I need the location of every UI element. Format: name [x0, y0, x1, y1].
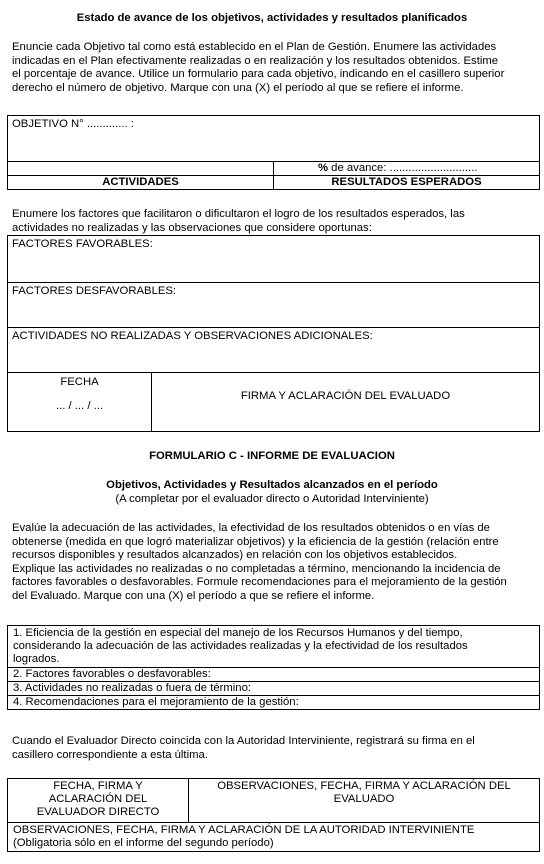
box-label: EVALUADO	[333, 793, 395, 805]
instruction-line: Explique las actividades no realizadas o no completadas a término, mencionando la incidencia de	[12, 562, 501, 575]
progress-field[interactable]	[274, 162, 540, 176]
box-label: OBSERVACIONES, FECHA, FIRMA Y ACLARACIÓN DE LA AUTORIDAD INTERVINIENTE	[13, 824, 475, 836]
additional-observations-label: ACTIVIDADES NO REALIZADAS Y OBSERVACIONES ADICIONALES:	[12, 330, 373, 342]
box-label: ACLARACIÓN DEL	[48, 793, 148, 805]
instruction-line: Enuncie cada Objetivo tal como está establecido en el Plan de Gestión. Enumere las actividades	[12, 41, 497, 53]
objective-number-field[interactable]	[8, 116, 540, 162]
item-text: 1. Eficiencia de la gestión en especial del manejo de los Recursos Humanos y del tiempo,	[13, 627, 463, 639]
factors-instructions	[12, 208, 540, 235]
instruction-line: indicadas en el Plan efectivamente realizadas o en realización y los resultados obtenidos. Estime	[12, 54, 499, 67]
additional-observations-field[interactable]	[8, 328, 540, 373]
evaluation-items-table	[7, 625, 540, 710]
box-label: FECHA, FIRMA Y	[53, 780, 143, 792]
objective-table	[7, 115, 540, 190]
box-label: EVALUADOR DIRECTO	[36, 806, 160, 818]
instruction-line: obtenerse (medida en que logró materializar objetivos) y la eficiencia de la gestión (relación entre	[12, 535, 499, 548]
objective-label: OBJETIVO N° ............. :	[12, 118, 134, 130]
item-text: logrados.	[13, 653, 60, 665]
item-text: 4. Recomendaciones para el mejoramiento de la gestión:	[13, 696, 299, 708]
item-text: considerando la adecuación de las actividades realizadas y la efectividad de los resultados	[13, 640, 468, 652]
progress-spacer	[8, 162, 274, 176]
favorable-factors-field[interactable]	[8, 236, 540, 283]
instruction-line: Enumere los factores que facilitaron o dificultaron el logro de los resultados esperados, las	[12, 208, 465, 220]
box-label: OBSERVACIONES, FECHA, FIRMA Y ACLARACIÓN DEL	[217, 780, 511, 792]
objectives-instructions	[12, 41, 540, 95]
section-title: Estado de avance de los objetivos, actividades y resultados planificados	[76, 12, 468, 24]
instruction-line: el porcentaje de avance. Utilice un formulario para cada objetivo, indicando en el casillero superior	[12, 68, 505, 81]
form-c-subtitle-note: (A completar por el evaluador directo o Autoridad Interviniente)	[115, 493, 429, 505]
instruction-line: Evalúe la adecuación de las actividades, la efectividad de los resultados obtenidos o en vías de	[12, 522, 490, 534]
evaluated-signature-field[interactable]	[152, 373, 540, 432]
progress-label: de avance: ............................	[328, 162, 478, 174]
evaluated-observations-field[interactable]	[189, 779, 540, 823]
item-recommendations[interactable]	[8, 696, 540, 710]
item-activities-not-done[interactable]	[8, 682, 540, 696]
item-text: 3. Actividades no realizadas o fuera de término:	[13, 682, 252, 694]
instruction-line: actividades no realizadas y las observaciones que considere oportunas:	[12, 221, 372, 234]
percent-symbol: %	[318, 162, 329, 174]
instruction-line: del Evaluado. Marque con una (X) el período a que se refiere el informe.	[12, 589, 375, 602]
instruction-line: recursos disponibles y resultados alcanzados) en relación con los objetivos establecidos.	[12, 549, 458, 562]
instruction-line: factores favorables o desfavorables. Formule recomendaciones para el mejoramiento de la gestión	[12, 576, 507, 589]
date-field[interactable]	[8, 373, 152, 432]
box-label: (Obligatoria sólo en el informe del segundo período)	[13, 837, 274, 849]
item-text: 2. Factores favorables o desfavorables:	[13, 668, 211, 680]
unfavorable-factors-label: FACTORES DESFAVORABLES:	[12, 285, 177, 297]
unfavorable-factors-field[interactable]	[8, 283, 540, 328]
evaluation-instructions	[12, 522, 542, 604]
item-management-efficiency[interactable]	[8, 626, 540, 668]
evaluated-signature-label: FIRMA Y ACLARACIÓN DEL EVALUADO	[240, 390, 451, 402]
favorable-factors-label: FACTORES FAVORABLES:	[12, 238, 153, 250]
closing-note	[12, 735, 540, 762]
form-c-subtitle: Objetivos, Actividades y Resultados alcanzados en el período	[106, 479, 438, 491]
date-value: ... / ... / ...	[55, 400, 104, 412]
note-line: Cuando el Evaluador Directo coincida con la Autoridad Interviniente, registrará su firma en el	[12, 735, 475, 747]
direct-evaluator-signature-field[interactable]	[8, 779, 189, 823]
date-label: FECHA	[60, 376, 99, 388]
signature-table	[7, 778, 540, 852]
factors-table	[7, 235, 540, 432]
instruction-line: derecho el número de objetivo. Marque con una (X) el período al que se refiere el informe.	[12, 81, 464, 94]
results-header: RESULTADOS ESPERADOS	[274, 176, 540, 190]
note-line: casillero correspondiente a esta última.	[12, 748, 208, 761]
authority-observations-field[interactable]	[8, 823, 540, 852]
activities-header: ACTIVIDADES	[8, 176, 274, 190]
form-c-title: FORMULARIO C - INFORME DE EVALUACION	[149, 450, 395, 462]
item-factors[interactable]	[8, 668, 540, 682]
